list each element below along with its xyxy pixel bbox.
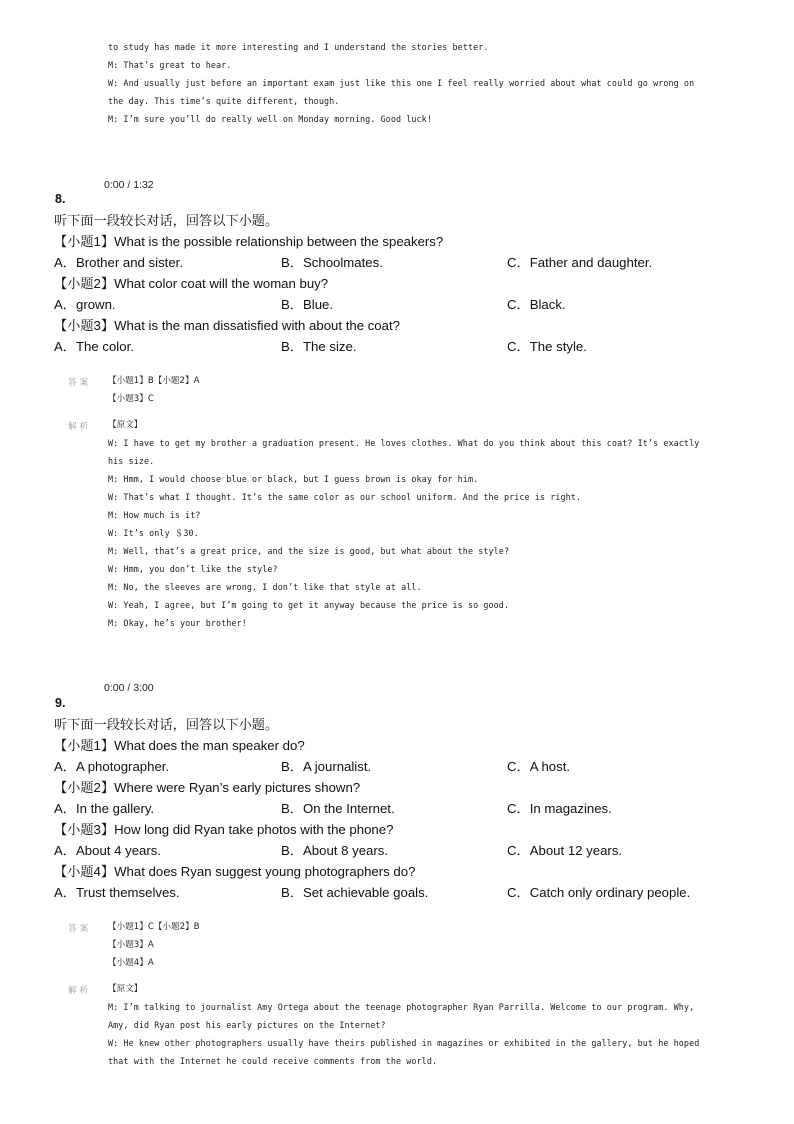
- transcript-line: W: He knew other photographers usually have theirs published in magazines or exhibited in the gallery, but he hoped: [108, 1038, 700, 1048]
- transcript-line: M: Well, that’s a great price, and the size is good, but what about the style?: [108, 546, 510, 556]
- answer-label: 答案: [68, 923, 92, 933]
- transcript-line: M: I’m sure you’ll do really well on Monday morning. Good luck!: [108, 114, 432, 124]
- option-row: [54, 757, 734, 777]
- transcript-line: W: Yeah, I agree, but I’m going to get it anyway because the price is so good.: [108, 600, 510, 610]
- transcript-line: M: Okay, he’s your brother!: [108, 618, 247, 628]
- original-text-label: 【原文】: [108, 984, 143, 994]
- original-text-label: 【原文】: [108, 420, 143, 430]
- transcript-line: M: That’s great to hear.: [108, 60, 232, 70]
- option-c[interactable]: C．Catch only ordinary people.: [507, 885, 691, 900]
- option-a[interactable]: A．In the gallery.: [54, 801, 155, 816]
- transcript-line: that with the Internet he could receive comments from the world.: [108, 1056, 438, 1066]
- transcript-line: to study has made it more interesting and I understand the stories better.: [108, 42, 489, 52]
- answer-line: 【小题3】A: [108, 940, 154, 950]
- option-b[interactable]: B．Blue.: [281, 297, 334, 312]
- transcript-line: M: I’m talking to journalist Amy Ortega about the teenage photographer Ryan Parrilla. Welcome to our program. Why,: [108, 1002, 695, 1012]
- audio-player-time[interactable]: 0:00 / 3:00: [104, 682, 154, 694]
- q9-transcript: [108, 998, 728, 1070]
- previous-transcript: [108, 38, 728, 128]
- transcript-line: W: It’s only ＄30.: [108, 528, 199, 538]
- question-instruction: 听下面一段较长对话，回答以下小题。: [54, 213, 279, 228]
- option-a[interactable]: A．Trust themselves.: [54, 885, 180, 900]
- option-c[interactable]: C．About 12 years.: [507, 843, 623, 858]
- option-row: [54, 799, 734, 819]
- option-row: [54, 337, 734, 357]
- option-row: [54, 253, 734, 273]
- option-b[interactable]: B．Set achievable goals.: [281, 885, 429, 900]
- question-number: 9.: [55, 696, 66, 710]
- analysis-label: 解析: [68, 421, 92, 431]
- option-a[interactable]: A．About 4 years.: [54, 843, 162, 858]
- transcript-line: W: That’s what I thought. It’s the same color as our school uniform. And the price is right.: [108, 492, 582, 502]
- sub-question-prompt: 【小题1】What is the possible relationship between the speakers?: [54, 234, 444, 249]
- option-row: [54, 883, 734, 903]
- question-instruction: 听下面一段较长对话，回答以下小题。: [54, 717, 279, 732]
- option-b[interactable]: B．The size.: [281, 339, 357, 354]
- option-c[interactable]: C．The style.: [507, 339, 587, 354]
- option-b[interactable]: B．About 8 years.: [281, 843, 389, 858]
- transcript-line: the day. This time’s quite different, though.: [108, 96, 340, 106]
- option-a[interactable]: A．The color.: [54, 339, 134, 354]
- option-c[interactable]: C．A host.: [507, 759, 571, 774]
- transcript-line: W: Hmm, you don’t like the style?: [108, 564, 278, 574]
- transcript-line: M: No, the sleeves are wrong. I don’t like that style at all.: [108, 582, 422, 592]
- option-a[interactable]: A．A photographer.: [54, 759, 170, 774]
- sub-question-prompt: 【小题2】What color coat will the woman buy?: [54, 276, 329, 291]
- option-c[interactable]: C．Black.: [507, 297, 566, 312]
- option-c[interactable]: C．In magazines.: [507, 801, 612, 816]
- audio-player-time[interactable]: 0:00 / 1:32: [104, 179, 154, 191]
- answer-line: 【小题1】B【小题2】A: [108, 376, 200, 386]
- answer-line: 【小题1】C【小题2】B: [108, 922, 200, 932]
- answer-line: 【小题3】C: [108, 394, 154, 404]
- option-row: [54, 841, 734, 861]
- option-b[interactable]: B．Schoolmates.: [281, 255, 383, 270]
- option-row: [54, 295, 734, 315]
- sub-question-prompt: 【小题3】What is the man dissatisfied with about the coat?: [54, 318, 400, 333]
- transcript-line: M: How much is it?: [108, 510, 201, 520]
- q8-transcript: [108, 434, 728, 632]
- option-b[interactable]: B．On the Internet.: [281, 801, 395, 816]
- sub-question-prompt: 【小题1】What does the man speaker do?: [54, 738, 305, 753]
- transcript-line: W: I have to get my brother a graduation present. He loves clothes. What do you think about this coat? It’s exactly: [108, 438, 700, 448]
- transcript-line: Amy, did Ryan post his early pictures on the Internet?: [108, 1020, 386, 1030]
- question-number: 8.: [55, 192, 66, 206]
- sub-question-prompt: 【小题3】How long did Ryan take photos with the phone?: [54, 822, 394, 837]
- answer-line: 【小题4】A: [108, 958, 154, 968]
- transcript-line: his size.: [108, 456, 155, 466]
- option-a[interactable]: A．grown.: [54, 297, 116, 312]
- option-b[interactable]: B．A journalist.: [281, 759, 372, 774]
- option-c[interactable]: C．Father and daughter.: [507, 255, 653, 270]
- sub-question-prompt: 【小题4】What does Ryan suggest young photographers do?: [54, 864, 416, 879]
- transcript-line: W: And usually just before an important exam just like this one I feel really worried about what could go wrong on: [108, 78, 695, 88]
- answer-label: 答案: [68, 377, 92, 387]
- analysis-label: 解析: [68, 985, 92, 995]
- sub-question-prompt: 【小题2】Where were Ryan’s early pictures shown?: [54, 780, 361, 795]
- option-a[interactable]: A．Brother and sister.: [54, 255, 184, 270]
- transcript-line: M: Hmm, I would choose blue or black, but I guess brown is okay for him.: [108, 474, 479, 484]
